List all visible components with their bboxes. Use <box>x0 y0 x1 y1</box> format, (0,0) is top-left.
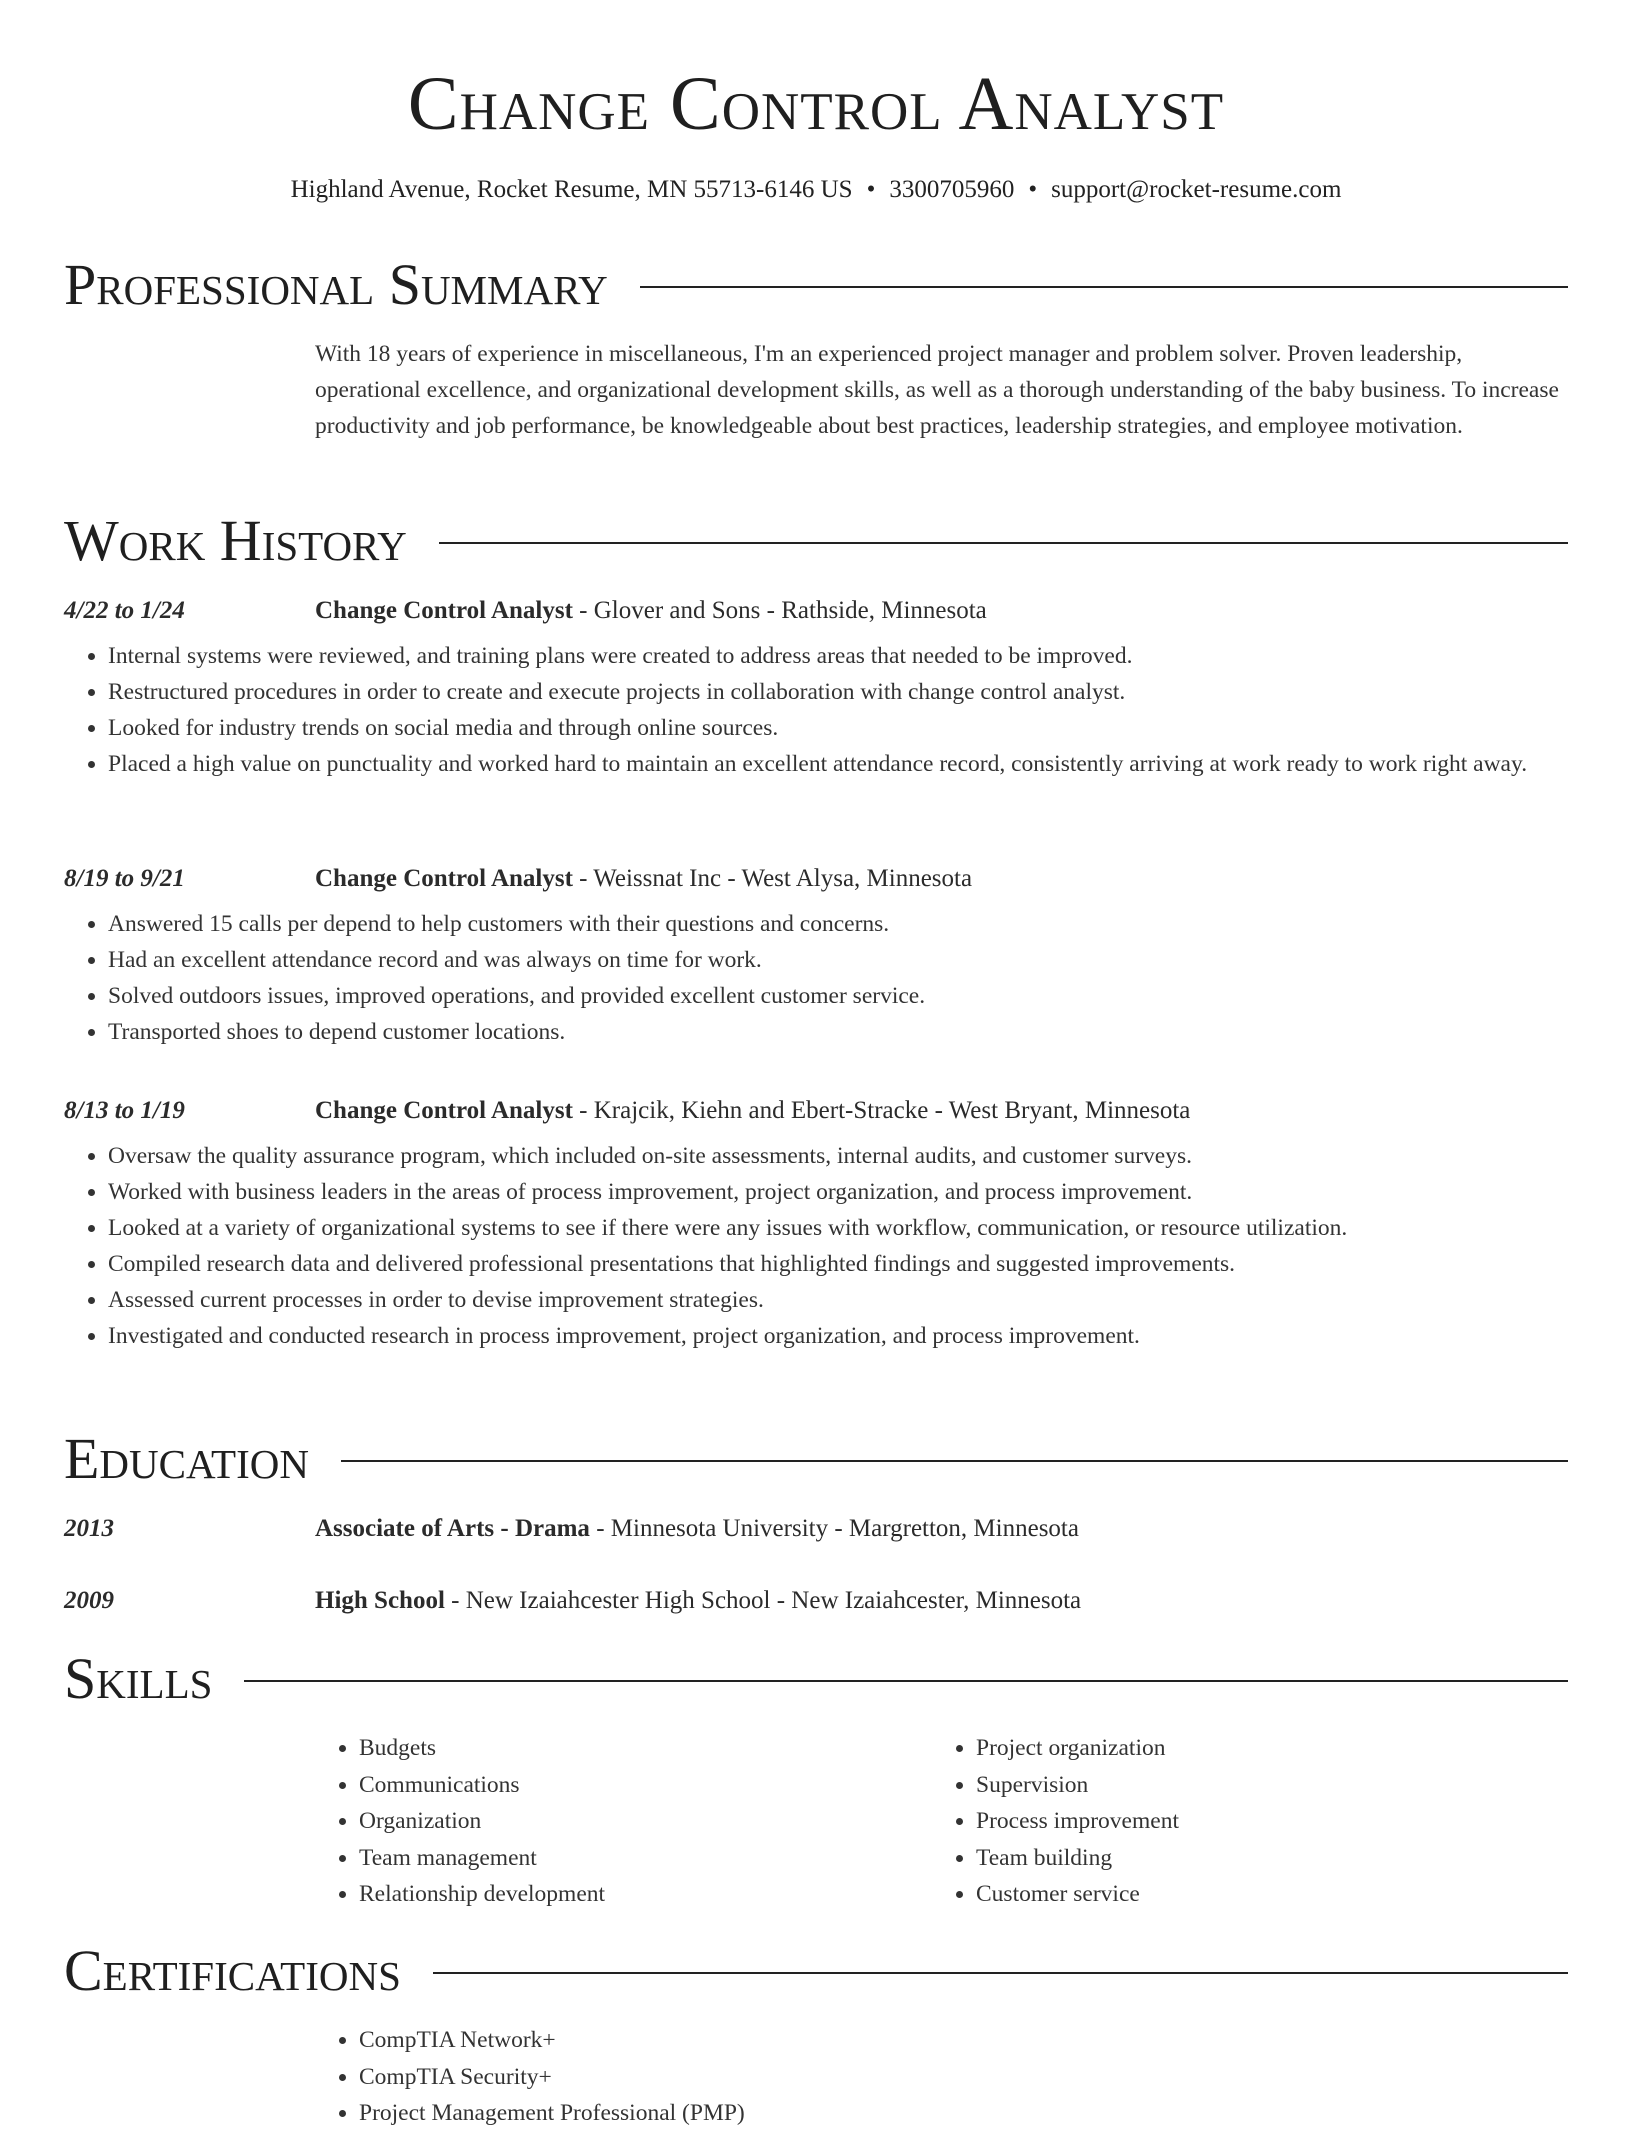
contact-email: support@rocket-resume.com <box>1051 176 1342 203</box>
skill-item: • Process improvement <box>976 1803 1549 1840</box>
contact-separator: • <box>1028 176 1038 203</box>
job-dates: 4/22 to 1/24 <box>64 597 185 624</box>
list-item: • Investigated and conducted research in process improvement, project organization, and process improvement. <box>108 1318 1568 1354</box>
section-header <box>64 1938 1568 2004</box>
job-details: - Weissnat Inc - West Alysa, Minnesota <box>572 865 973 892</box>
list-item: • Internal systems were reviewed, and training plans were created to address areas that needed to be improved. <box>108 638 1568 674</box>
skill-item: • Budgets <box>359 1730 932 1767</box>
education-heading <box>315 1584 1568 1618</box>
job-bullets <box>0 906 1568 1050</box>
section-header <box>64 508 1568 574</box>
certifications-list <box>315 2022 1568 2132</box>
education-degree: High School <box>315 1587 445 1614</box>
skills-column-left <box>315 1730 932 1913</box>
list-item: • Had an excellent attendance record and was always on time for work. <box>108 942 1568 978</box>
job-details: - Krajcik, Kiehn and Ebert-Stracke - West Bryant, Minnesota <box>572 1097 1191 1124</box>
section-divider <box>640 286 1568 288</box>
certifications-column <box>315 2022 932 2132</box>
skill-item: • Project organization <box>976 1730 1549 1767</box>
certification-item: • Project Management Professional (PMP) <box>359 2095 932 2132</box>
contact-address: Highland Avenue, Rocket Resume, MN 55713-6146 US <box>290 176 853 203</box>
certification-item: • CompTIA Security+ <box>359 2059 932 2096</box>
summary-section <box>64 252 1568 444</box>
skill-item: • Team management <box>359 1840 932 1877</box>
section-header <box>64 252 1568 318</box>
summary-text: With 18 years of experience in miscellaneous, I'm an experienced project manager and problem solver. Proven leadership, operational excellence, and organizational development skills, as well as a thorough understanding of the baby business. To increase productivity and job performance, be knowledgeable about best practices, leadership strategies, and employee motivation. <box>315 341 1559 439</box>
skill-item: • Supervision <box>976 1767 1549 1804</box>
list-item: • Placed a high value on punctuality and worked hard to maintain an excellent attendance record, consistently arriving at work ready to work right away. <box>108 746 1568 782</box>
skills-grid <box>315 1730 1568 1913</box>
skill-item: • Organization <box>359 1803 932 1840</box>
job-role: Change Control Analyst <box>315 597 573 624</box>
skills-column-right <box>932 1730 1549 1913</box>
job-bullets <box>0 1138 1568 1354</box>
section-title: Skills <box>64 1646 213 1711</box>
education-entry <box>64 1512 1568 1546</box>
contact-line <box>0 174 1632 206</box>
job-entry <box>64 862 1568 1050</box>
section-divider <box>433 1972 1568 1974</box>
education-entry <box>64 1584 1568 1618</box>
certification-item: • CompTIA Network+ <box>359 2022 932 2059</box>
job-entry <box>64 1094 1568 1354</box>
section-divider <box>244 1680 1568 1682</box>
job-dates: 8/19 to 9/21 <box>64 865 185 892</box>
section-divider <box>341 1460 1568 1462</box>
education-year: 2009 <box>64 1587 114 1614</box>
job-heading <box>315 862 1568 896</box>
list-item: • Solved outdoors issues, improved operations, and provided excellent customer service. <box>108 978 1568 1014</box>
job-dates: 8/13 to 1/19 <box>64 1097 185 1124</box>
list-item: • Compiled research data and delivered professional presentations that highlighted findings and suggested improvements. <box>108 1246 1568 1282</box>
work-history-section <box>64 508 1568 574</box>
list-item: • Restructured procedures in order to create and execute projects in collaboration with change control analyst. <box>108 674 1568 710</box>
education-heading <box>315 1512 1568 1546</box>
skill-item: • Communications <box>359 1767 932 1804</box>
job-role: Change Control Analyst <box>315 865 573 892</box>
contact-phone: 3300705960 <box>889 176 1015 203</box>
list-item: • Transported shoes to depend customer locations. <box>108 1014 1568 1050</box>
contact-separator: • <box>866 176 876 203</box>
section-title: Professional Summary <box>64 252 608 317</box>
list-item: • Answered 15 calls per depend to help customers with their questions and concerns. <box>108 906 1568 942</box>
section-divider <box>439 542 1568 544</box>
education-year: 2013 <box>64 1515 114 1542</box>
education-details: - New Izaiahcester High School - New Izaiahcester, Minnesota <box>444 1587 1082 1614</box>
job-bullets <box>0 638 1568 782</box>
list-item: • Looked at a variety of organizational systems to see if there were any issues with workflow, communication, or resource utilization. <box>108 1210 1568 1246</box>
section-title: Certifications <box>64 1938 401 2003</box>
skill-item: • Team building <box>976 1840 1549 1877</box>
resume-name: Change Control Analyst <box>407 62 1225 146</box>
list-item: • Worked with business leaders in the areas of process improvement, project organization, and process improvement. <box>108 1174 1568 1210</box>
education-section <box>64 1426 1568 1492</box>
skills-section <box>64 1646 1568 1913</box>
job-role: Change Control Analyst <box>315 1097 573 1124</box>
education-degree: Associate of Arts - Drama <box>315 1515 590 1542</box>
list-item: • Looked for industry trends on social media and through online sources. <box>108 710 1568 746</box>
job-heading <box>315 1094 1568 1128</box>
section-header <box>64 1646 1568 1712</box>
section-title: Work History <box>64 508 407 573</box>
skill-item: • Customer service <box>976 1876 1549 1913</box>
section-header <box>64 1426 1568 1492</box>
job-details: - Glover and Sons - Rathside, Minnesota <box>572 597 987 624</box>
skill-item: • Relationship development <box>359 1876 932 1913</box>
certifications-section <box>64 1938 1568 2132</box>
education-details: - Minnesota University - Margretton, Minnesota <box>589 1515 1079 1542</box>
list-item: • Oversaw the quality assurance program, which included on-site assessments, internal audits, and customer surveys. <box>108 1138 1568 1174</box>
job-heading <box>315 594 1568 628</box>
job-entry <box>64 594 1568 782</box>
section-title: Education <box>64 1426 309 1491</box>
list-item: • Assessed current processes in order to devise improvement strategies. <box>108 1282 1568 1318</box>
